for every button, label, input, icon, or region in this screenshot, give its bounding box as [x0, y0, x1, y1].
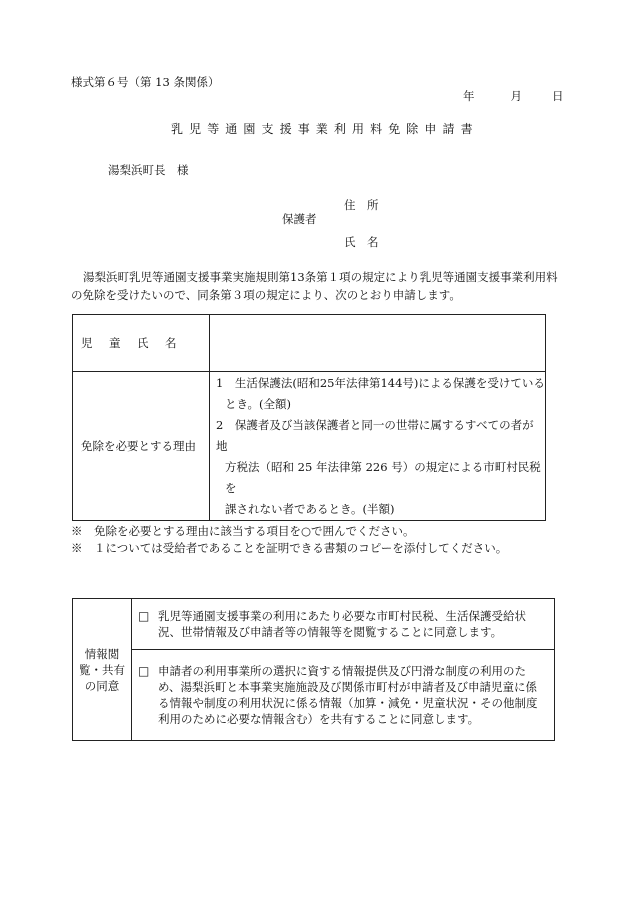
consent-checkbox-2[interactable]: □: [138, 664, 150, 678]
reason-list: [210, 372, 546, 521]
name-label: 氏 名: [344, 235, 379, 249]
consent-item-2-text: 申請者の利用事業所の選択に資する情報提供及び円滑な制度の利用のため、湯梨浜町と本事業実施施設及び関係市町村が申請者及び申請児童に係る情報や制度の利用状況に係る情報（加算・減免・児童状況・その他制度利用のために必要な情報含む）を共有することに同意します。: [158, 664, 538, 726]
form-number: 様式第６号（第 13 条関係）: [71, 75, 220, 89]
document-title: 乳児等通園支援事業利用料免除申請書: [171, 122, 479, 136]
application-table: [72, 314, 546, 521]
body-text: 湯梨浜町乳児等通園支援事業実施規則第13条第１項の規定により乳児等通園支援事業利用料の免除を受けたいので、同条第３項の規定により、次のとおり申請します。: [71, 270, 558, 302]
date-year-label: 年: [463, 89, 475, 103]
addressee: 湯梨浜町長 様: [108, 163, 189, 177]
reason-row: [73, 372, 546, 521]
consent-item-2: [132, 650, 555, 741]
consent-checkbox-1[interactable]: □: [138, 609, 150, 623]
date-day-label: 日: [552, 89, 564, 103]
child-name-field[interactable]: [210, 315, 546, 372]
notes: [71, 523, 507, 557]
date-month-label: 月: [510, 89, 522, 103]
consent-label: 情報閲 覧・共有 の同意: [73, 599, 132, 741]
address-label: 住 所: [344, 198, 379, 212]
consent-item-1: [132, 599, 555, 650]
guardian-label: 保護者: [282, 212, 317, 226]
consent-item-1-text: 乳児等通園支援事業の利用にあたり必要な市町村民税、生活保護受給状況、世帯情報及び申請者等の情報等を閲覧することに同意します。: [158, 609, 526, 639]
consent-table: [72, 598, 555, 741]
note-1: ※ 免除を必要とする理由に該当する項目を○で囲んでください。: [71, 524, 415, 538]
note-2: ※ １については受給者であることを証明できる書類のコピーを添付してください。: [71, 541, 508, 555]
reason-item-2[interactable]: 2 保護者及び当該保護者と同一の世帯に属するすべての者が地 方税法（昭和 25 年法律第 226 号）の規定による市町村民税を 課されない者であるとき。(半額): [216, 417, 541, 516]
child-name-label: 児 童 氏 名: [73, 315, 210, 372]
reason-label: 免除を必要とする理由: [73, 372, 210, 521]
date-line: [463, 88, 564, 104]
reason-item-1[interactable]: 1 生活保護法(昭和25年法律第144号)による保護を受けている とき。(全額): [216, 375, 545, 411]
child-name-row: [73, 315, 546, 372]
